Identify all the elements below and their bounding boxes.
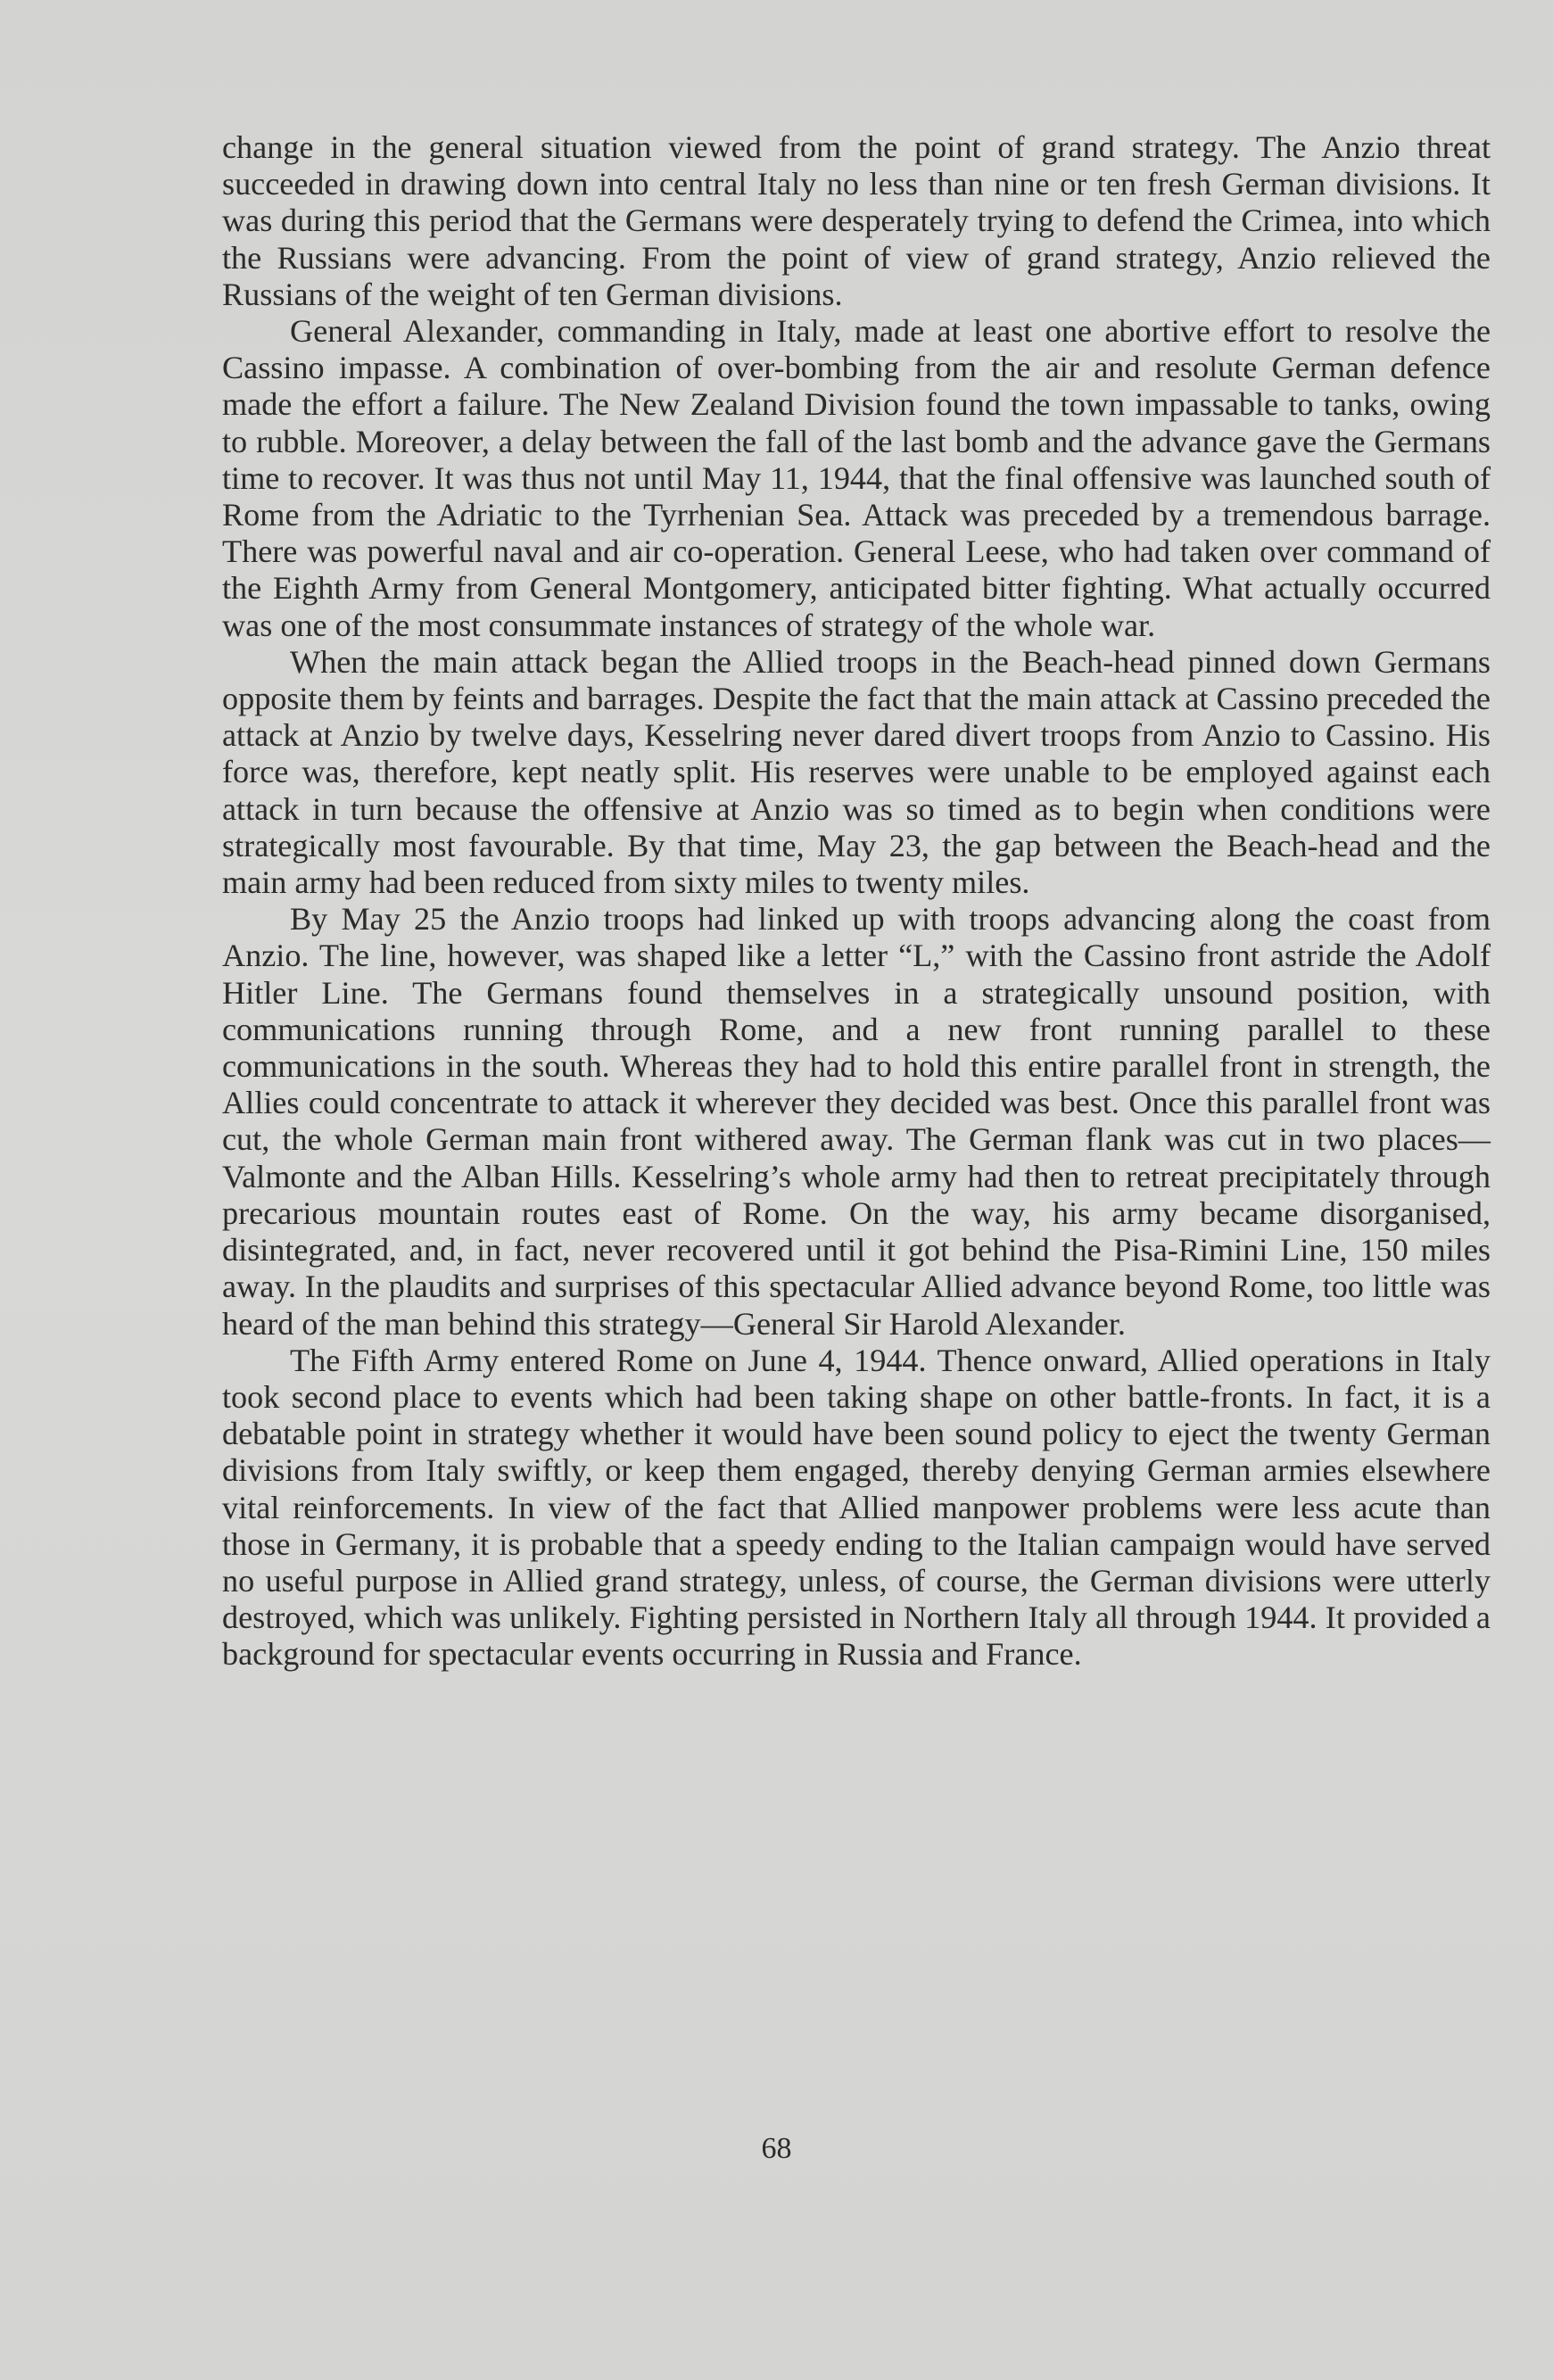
body-text [222,129,1491,1673]
page-number: 68 [761,2132,792,2165]
paragraph-anzio-link-up: By May 25 the Anzio troops had linked up with troops advancing along the coast from Anzio. The line, however, was shaped like a letter “L,” with the Cassino front astride the Adolf Hitler Line. The Germans found themselves in a strategically unsound position, with communications running through Rome, and a new front running parallel to these communications in the south. Whereas they had to hold this entire parallel front in strength, the Allies could concentrate to attack it wherever they decided was best. Once this parallel front was cut, the whole German main front withered away. The German flank was cut in two places—Valmonte and the Alban Hills. Kesselring’s whole army had then to retreat precipitately through precarious mountain routes east of Rome. On the way, his army became disorganised, disintegrated, and, in fact, never recovered until it got behind the Pisa-Rimini Line, 150 miles away. In the plaudits and surprises of this spectacular Allied advance beyond Rome, too little was heard of the man behind this strategy—General Sir Harold Alexander. [222,901,1491,1342]
paragraph-main-attack: When the main attack began the Allied troops in the Beach-head pinned down Germans opposite them by feints and barrages. Despite the fact that the main attack at Cassino preceded the attack at Anzio by twelve days, Kesselring never dared divert troops from Anzio to Cassino. His force was, therefore, kept neatly split. His reserves were unable to be employed against each attack in turn because the offensive at Anzio was so timed as to begin when conditions were strategically most favourable. By that time, May 23, the gap between the Beach-head and the main army had been reduced from sixty miles to twenty miles. [222,643,1491,901]
paragraph-alexander-cassino: General Alexander, commanding in Italy, made at least one abortive effort to resolve the Cassino impasse. A combination of over-bombing from the air and resolute German defence made the effort a failure. The New Zealand Division found the town impassable to tanks, owing to rubble. Moreover, a delay between the fall of the last bomb and the advance gave the Germans time to recover. It was thus not until May 11, 1944, that the final offensive was launched south of Rome from the Adriatic to the Tyrrhenian Sea. Attack was preceded by a tremendous barrage. There was powerful naval and air co-operation. General Leese, who had taken over command of the Eighth Army from General Montgomery, anticipated bitter fighting. What actually occurred was one of the most consummate instances of strategy of the whole war. [222,313,1491,643]
paragraph-fifth-army-rome: The Fifth Army entered Rome on June 4, 1944. Thence onward, Allied operations in Italy took second place to events which had been taking shape on other battle-fronts. In fact, it is a debatable point in strategy whether it would have been sound policy to eject the twenty German divisions from Italy swiftly, or keep them engaged, thereby denying German armies elsewhere vital reinforcements. In view of the fact that Allied manpower problems were less acute than those in Germany, it is probable that a speedy ending to the Italian campaign would have served no useful purpose in Allied grand strategy, unless, of course, the German divisions were utterly destroyed, which was unlikely. Fighting persisted in Northern Italy all through 1944. It provided a background for spectacular events occurring in Russia and France. [222,1342,1491,1673]
paragraph-continued: change in the general situation viewed from the point of grand strategy. The Anzio threat succeeded in drawing down into central Italy no less than nine or ten fresh German divisions. It was during this period that the Germans were desperately trying to defend the Crimea, into which the Russians were advancing. From the point of view of grand strategy, Anzio relieved the Russians of the weight of ten German divisions. [222,129,1491,312]
